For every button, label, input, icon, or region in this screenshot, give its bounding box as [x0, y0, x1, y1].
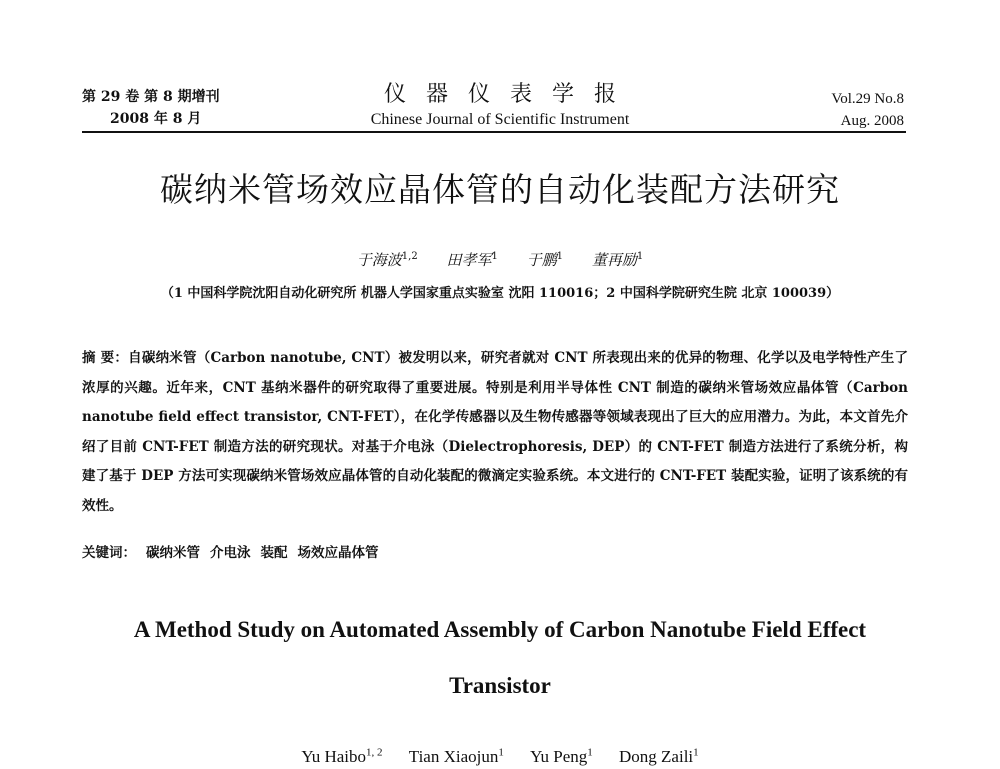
- author-affil-mark: 1: [636, 251, 644, 262]
- journal-name-en: Chinese Journal of Scientific Instrument: [370, 111, 630, 128]
- keywords-cn: [82, 541, 379, 565]
- author-en: [619, 747, 699, 766]
- author-affil-mark: 1, 2: [366, 746, 383, 758]
- author-list-cn: [0, 245, 1000, 272]
- author-name: 于海波: [356, 251, 402, 269]
- author-affil-mark: 1,2: [401, 251, 418, 262]
- paper-title-en-line2: Transistor: [449, 673, 551, 698]
- abstract-label: 摘 要：: [82, 350, 129, 366]
- keyword: 介电泳: [210, 545, 251, 561]
- abstract-cn: [82, 344, 908, 521]
- paper-title-en-line1: A Method Study on Automated Assembly of Carbon Nanotube Field Effect: [133, 617, 867, 642]
- keywords-label: 关键词：: [82, 545, 136, 561]
- paper-title-cn: 碳纳米管场效应晶体管的自动化装配方法研究: [160, 170, 840, 209]
- author-cn: [446, 251, 497, 269]
- affiliation-cn: （1 中国科学院沈阳自动化研究所 机器人学国家重点实验室 沈阳 110016；2 中国科学院研究生院 北京 100039）: [160, 286, 840, 301]
- author-affil-mark: 1: [491, 251, 498, 262]
- author-cn: [527, 251, 563, 269]
- author-affil-mark: 1: [498, 746, 504, 758]
- publication-date-en: Aug. 2008: [840, 113, 904, 129]
- author-en: [530, 747, 593, 766]
- author-affil-mark: 1: [587, 746, 593, 758]
- header-right: [831, 88, 904, 132]
- publication-date-cn: 2008 年 8 月: [110, 111, 202, 127]
- journal-name-cn: 仪器仪表学报: [383, 82, 636, 107]
- author-name: 董再励: [591, 251, 637, 269]
- volume-issue-cn: 第 29 卷 第 8 期增刊: [82, 89, 220, 105]
- header-rule: [82, 131, 906, 133]
- keyword: 场效应晶体管: [297, 545, 379, 561]
- author-cn: [592, 251, 643, 269]
- author-name: Yu Haibo: [301, 746, 367, 766]
- abstract-text: 自碳纳米管（Carbon nanotube, CNT）被发明以来，研究者就对 CNT 所表现出来的优异的物理、化学以及电学特性产生了浓厚的兴趣。近年来，CNT 基纳米器件的研究取得了重要进展。特别是利用半导体性 CNT 制造的碳纳米管场效应晶体管（Carbon nanotube field effect transistor, CNT-FET），在化学传感器以及生物传感器等领域表现出了巨大的应用潜力。为此，本文首先介绍了目前 CNT-FET 制造方法的研究现状。对基于介电泳（Dielectrophoresis, DEP）的 CNT-FET 制造方法进行了系统分析，构建了基于 DEP 方法可实现碳纳米管场效应晶体管的自动化装配的微滴定实验系统。本文进行的 CNT-FET 装配实验，证明了该系统的有效性。: [82, 350, 908, 514]
- author-name: 于鹏: [526, 251, 557, 269]
- keyword: 装配: [260, 545, 288, 561]
- author-name: 田孝军: [446, 251, 492, 269]
- author-en: [409, 747, 504, 766]
- author-affil-mark: 1: [556, 251, 564, 262]
- author-list-en: [0, 740, 1000, 769]
- author-name: Yu Peng: [530, 746, 588, 766]
- volume-issue-en: Vol.29 No.8: [831, 91, 904, 107]
- author-affil-mark: 1: [693, 746, 699, 758]
- keyword: 碳纳米管: [146, 545, 200, 561]
- author-name: Tian Xiaojun: [408, 746, 499, 766]
- author-cn: [357, 251, 418, 269]
- author-name: Dong Zaili: [619, 746, 694, 766]
- author-en: [301, 747, 382, 766]
